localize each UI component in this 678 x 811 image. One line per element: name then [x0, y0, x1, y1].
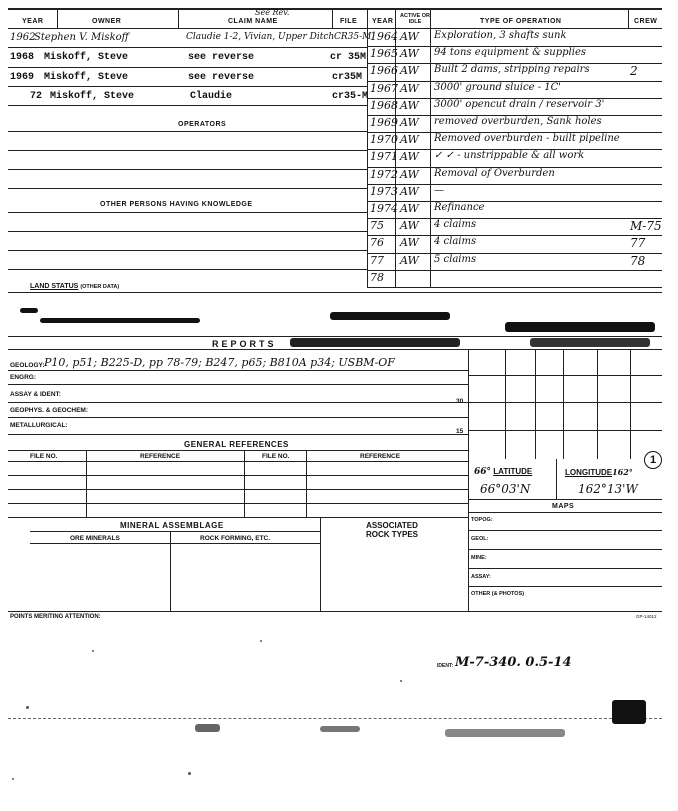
row-rule	[468, 549, 662, 550]
scan-smudge	[195, 724, 220, 732]
ident-value: M-7-340. 0.5-14	[455, 655, 572, 670]
header-type-operation: TYPE OF OPERATION	[480, 18, 562, 25]
engrg-label: ENGRG:	[10, 374, 36, 381]
operation-type: Exploration, 3 shafts sunk	[434, 30, 567, 41]
operation-type: Removal of Overburden	[434, 167, 555, 179]
scan-smudge	[320, 726, 360, 732]
reports-title: REPORTS	[212, 339, 277, 349]
col-divider	[244, 450, 245, 517]
row-rule	[8, 250, 367, 251]
land-status-title: LAND STATUS	[30, 283, 79, 290]
file-no-label-2: FILE NO.	[262, 453, 290, 460]
col-divider	[320, 517, 321, 611]
operation-status: AW	[400, 219, 419, 233]
row-rule	[30, 543, 320, 544]
owner-file: cr35-M	[332, 91, 369, 102]
scan-speck	[260, 640, 262, 642]
general-refs-title: GENERAL REFERENCES	[184, 440, 289, 449]
operation-type: 3000' opencut drain / reservoir 3'	[434, 98, 605, 110]
grid-rule	[468, 375, 662, 376]
row-rule	[30, 531, 320, 532]
col-divider	[367, 8, 368, 288]
maps-geol: GEOL:	[471, 536, 489, 542]
section-rule	[8, 336, 662, 337]
operation-type: 94 tons equipment & supplies	[434, 47, 586, 59]
header-year-2: YEAR	[372, 18, 394, 25]
col-divider	[306, 450, 307, 517]
grid-divider	[535, 349, 536, 459]
row-rule	[8, 47, 367, 48]
row-rule	[8, 489, 468, 490]
latitude-value: 66°03'N	[480, 482, 531, 496]
grid-divider	[630, 349, 631, 459]
maps-other: OTHER (& PHOTOS)	[471, 591, 525, 597]
col-divider	[86, 450, 87, 517]
row-rule	[8, 169, 367, 170]
row-rule	[8, 212, 367, 213]
grid-divider	[468, 349, 469, 611]
operators-label: OPERATORS	[178, 121, 227, 128]
rock-forming-label: ROCK FORMING, ETC.	[200, 535, 271, 542]
operation-status: AW	[400, 64, 419, 78]
row-rule	[8, 461, 468, 462]
header-owner: OWNER	[92, 18, 122, 25]
land-status-sub: (OTHER DATA)	[80, 284, 120, 290]
operation-crew: 2	[630, 64, 638, 79]
operation-status: AW	[400, 184, 419, 198]
operation-year: 78	[370, 270, 384, 284]
row-rule	[8, 131, 367, 132]
section-rule	[8, 611, 662, 612]
grid-rule	[468, 402, 662, 403]
operation-year: 1972	[370, 167, 398, 181]
header-file: FILE	[340, 18, 358, 25]
maps-title: MAPS	[552, 503, 575, 510]
operation-year: 77	[370, 253, 384, 267]
row-rule	[468, 499, 662, 500]
reference-label-2: REFERENCE	[360, 453, 401, 460]
owner-year: 1969	[10, 72, 35, 83]
row-rule	[8, 86, 367, 87]
operation-year: 76	[370, 236, 384, 250]
operation-year: 1971	[370, 150, 398, 164]
maps-mine: MINE:	[471, 555, 487, 561]
operation-year: 1973	[370, 184, 398, 198]
row-rule	[8, 269, 367, 270]
row-rule	[468, 568, 662, 569]
row-rule	[468, 530, 662, 531]
row-rule	[8, 150, 367, 151]
scan-smudge	[505, 322, 655, 332]
operation-type: Built 2 dams, stripping repairs	[434, 64, 590, 76]
operation-status: AW	[400, 236, 419, 250]
scan-smudge	[290, 338, 460, 347]
owner-year: 1968	[10, 52, 35, 63]
operation-type: —	[434, 184, 444, 196]
operation-row-rule	[367, 270, 662, 271]
latitude-label	[474, 467, 532, 477]
owner-name: Stephen V. Miskoff	[34, 32, 129, 43]
operation-status: AW	[400, 167, 419, 181]
row-rule	[8, 503, 468, 504]
col-divider	[178, 8, 179, 28]
owner-year: 1962	[10, 32, 36, 43]
scan-speck	[188, 772, 191, 775]
row-rule	[8, 231, 367, 232]
scan-black-mark	[612, 700, 646, 724]
owner-claim: Claudie 1-2, Vivian, Upper Ditch	[186, 32, 335, 42]
geology-value: P10, p51; B225-D, pp 78-79; B247, p65; B810A p34; USBM-OF	[44, 356, 395, 369]
location-circle-number: 1	[644, 451, 662, 469]
operation-type: 3000' ground sluice - 1C'	[434, 81, 562, 93]
col-divider	[556, 459, 557, 499]
operation-status: AW	[400, 253, 419, 267]
claim-note: See Rev.	[255, 8, 290, 17]
operation-crew: 77	[630, 236, 646, 251]
owner-file: CR35-M	[334, 32, 372, 42]
operation-year: 1966	[370, 64, 398, 78]
operation-status: AW	[400, 150, 419, 164]
owner-file: cr35M	[332, 72, 363, 83]
geology-label: GEOLOGY:	[10, 362, 45, 369]
longitude-prefix: 162°	[612, 467, 633, 477]
owner-name: Miskoff, Steve	[44, 72, 129, 83]
operation-year: 1970	[370, 133, 398, 147]
header-crew: CREW	[634, 18, 658, 25]
row-rule	[8, 450, 468, 451]
latitude-prefix: 66°	[474, 467, 492, 477]
operation-crew: 78	[630, 253, 646, 268]
scan-speck	[26, 706, 29, 709]
owner-file: cr 35M	[330, 52, 367, 63]
latitude-title: LATITUDE	[493, 467, 533, 476]
rock-types-line-2: ROCK TYPES	[365, 530, 418, 539]
maps-assay: ASSAY:	[471, 574, 491, 580]
ident-label: IDENT:	[437, 663, 454, 669]
scan-smudge	[530, 338, 650, 347]
grid-divider	[505, 349, 506, 459]
grid-divider	[597, 349, 598, 459]
others-label: OTHER PERSONS HAVING KNOWLEDGE	[100, 201, 253, 208]
header-claim-name: CLAIM NAME	[228, 18, 278, 25]
owner-claim: Claudie	[190, 91, 233, 102]
row-rule	[468, 512, 662, 513]
points-meriting-label: POINTS MERITING ATTENTION:	[10, 614, 101, 620]
operation-type: Removed overburden - built pipeline	[434, 133, 620, 145]
operation-year: 75	[370, 219, 384, 233]
operation-status: AW	[400, 133, 419, 147]
row-rule	[8, 434, 468, 435]
scan-smudge	[330, 312, 450, 320]
scan-speck	[400, 680, 402, 682]
top-border	[8, 8, 662, 10]
row-rule	[8, 402, 468, 403]
row-rule	[8, 517, 468, 518]
operation-type: ✓ ✓ - unstrippable & all work	[434, 150, 585, 162]
owner-claim: see reverse	[188, 52, 255, 63]
operation-crew: M-75	[630, 219, 662, 234]
owner-claim: see reverse	[188, 72, 255, 83]
header-active-idle: ACTIVE OR IDLE	[400, 13, 430, 25]
section-rule	[8, 292, 662, 293]
ore-minerals-label: ORE MINERALS	[70, 535, 120, 542]
operation-type: 5 claims	[434, 253, 477, 265]
rock-types-line-1: ASSOCIATED	[366, 521, 418, 530]
geophys-label: GEOPHYS. & GEOCHEM:	[10, 407, 89, 414]
operation-year: 1969	[370, 116, 398, 129]
grid-rule	[468, 430, 662, 431]
scan-smudge	[20, 308, 38, 313]
row-rule	[468, 586, 662, 587]
row-rule	[8, 105, 367, 106]
longitude-value: 162°13'W	[578, 482, 638, 496]
metallurgical-label: METALLURGICAL:	[10, 422, 68, 429]
operation-type: 4 claims	[434, 236, 477, 248]
longitude-label	[565, 467, 633, 477]
operation-year: 1968	[370, 98, 398, 112]
scan-smudge	[445, 729, 565, 737]
owner-year: 72	[30, 91, 43, 102]
scan-speck	[92, 650, 94, 652]
reference-label: REFERENCE	[140, 453, 181, 460]
longitude-title: LONGITUDE	[565, 468, 613, 477]
col-divider	[332, 8, 333, 28]
operation-status: AW	[400, 81, 419, 95]
operation-type: 4 claims	[434, 219, 477, 231]
owner-name: Miskoff, Steve	[44, 52, 129, 63]
operation-year: 1965	[370, 47, 398, 61]
scan-speck	[12, 778, 14, 780]
operation-year: 1964	[370, 30, 398, 43]
land-status-label	[30, 283, 119, 290]
col-divider	[430, 8, 431, 288]
row-rule	[8, 417, 468, 418]
row-rule	[8, 188, 367, 189]
col-divider	[628, 8, 629, 28]
assay-ident-label: ASSAY & IDENT:	[10, 391, 61, 398]
row-rule	[8, 67, 367, 68]
header-rule	[8, 28, 662, 29]
row-rule	[8, 384, 468, 385]
operation-status: AW	[400, 30, 419, 43]
operation-status: AW	[400, 116, 419, 129]
operation-year: 1974	[370, 202, 398, 215]
number-15: 15	[456, 428, 464, 435]
col-divider	[57, 8, 58, 28]
row-rule	[8, 370, 468, 371]
grid-divider	[563, 349, 564, 459]
operation-status: AW	[400, 47, 419, 61]
file-no-label: FILE NO.	[30, 453, 58, 460]
scan-artifact-line	[8, 718, 662, 719]
maps-topog: TOPOG:	[471, 517, 493, 523]
row-rule	[8, 475, 468, 476]
scan-smudge	[40, 318, 200, 323]
operation-row-rule	[367, 287, 662, 288]
operation-status: AW	[400, 202, 419, 215]
operation-status: AW	[400, 98, 419, 112]
owner-name: Miskoff, Steve	[50, 91, 135, 102]
number-30: 30	[456, 398, 464, 405]
col-divider	[170, 531, 171, 611]
operation-year: 1967	[370, 81, 398, 95]
operation-type: Refinance	[434, 202, 485, 213]
form-code: GP-14012	[636, 614, 657, 619]
operation-type: removed overburden, Sank holes	[434, 116, 602, 127]
mineral-assemblage-title: MINERAL ASSEMBLAGE	[120, 521, 224, 530]
header-year: YEAR	[22, 18, 44, 25]
rock-types-title	[342, 521, 442, 539]
